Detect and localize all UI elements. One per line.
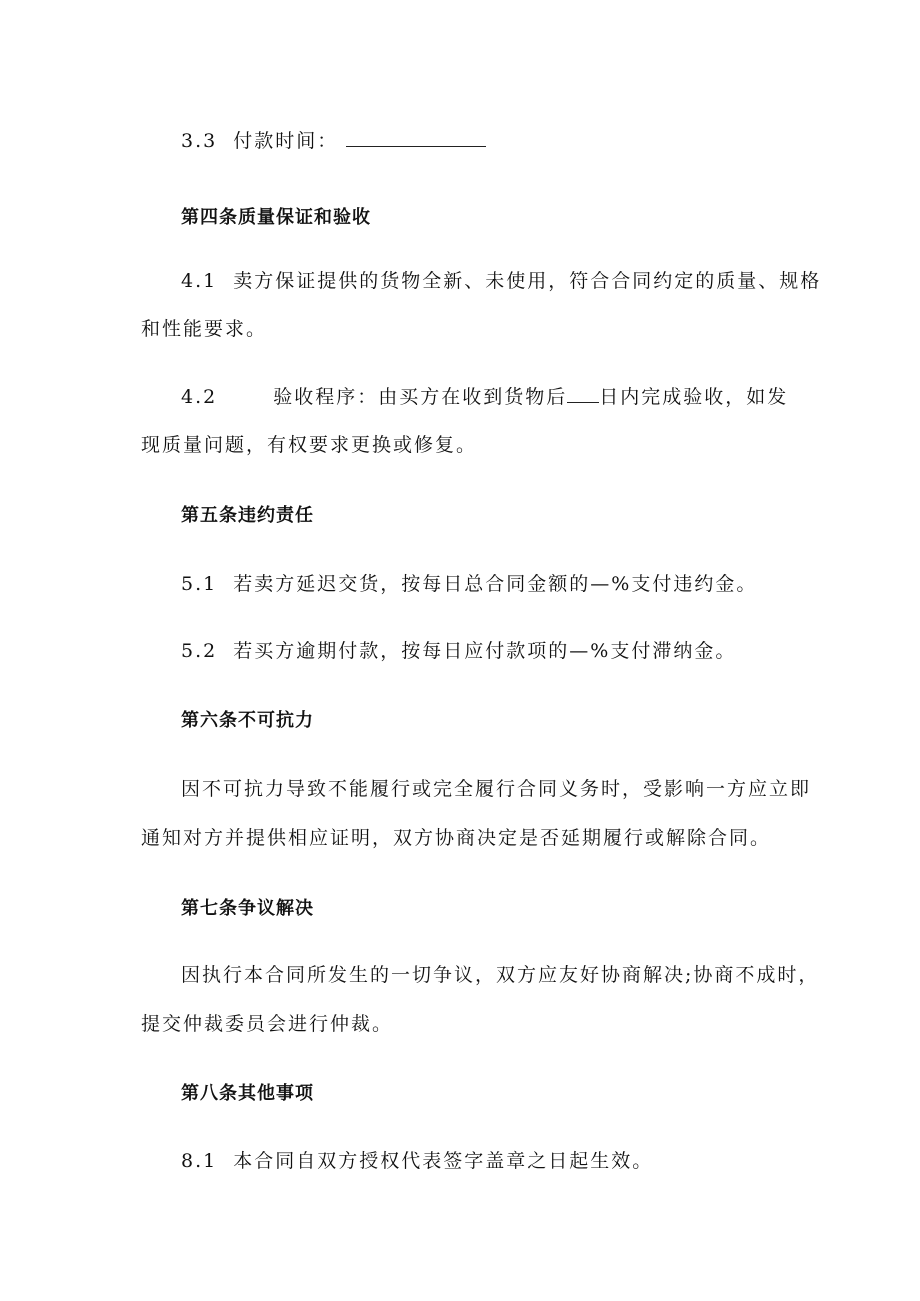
clause-4-2-line2: 现质量问题，有权要求更换或修复。 [141,434,478,456]
clause-text: 付款时间： [233,130,339,152]
clause-3-3 [181,128,486,154]
clause-4-1-line2: 和性能要求。 [141,318,268,340]
section-heading-8: 第八条其他事项 [181,1083,314,1104]
clause-6-line1: 因不可抗力导致不能履行或完全履行合同义务时，受影响一方应立即 [181,778,812,800]
clause-text-continued: 日内完成验收，如发 [599,386,789,408]
clause-6-line2: 通知对方并提供相应证明，双方协商决定是否延期履行或解除合同。 [141,827,772,849]
clause-4-1-line1 [181,268,821,294]
clause-5-2 [181,638,736,664]
section-heading-4: 第四条质量保证和验收 [181,207,371,228]
clause-5-1 [181,571,757,597]
section-heading-6: 第六条不可抗力 [181,710,314,731]
clause-text: 若卖方延迟交货，按每日总合同金额的—%支付违约金。 [233,573,758,595]
section-heading-5: 第五条违约责任 [181,505,314,526]
clause-text: 验收程序：由买方在收到货物后 [273,386,568,408]
clause-number: 4.2 [181,386,218,408]
clause-number: 8.1 [181,1150,218,1172]
clause-number: 3.3 [181,130,218,152]
acceptance-days-blank [567,400,599,403]
clause-number: 4.1 [181,270,218,292]
section-heading-7: 第七条争议解决 [181,898,314,919]
clause-text: 若买方逾期付款，按每日应付款项的—%支付滞纳金。 [233,640,737,662]
clause-7-line2: 提交仲裁委员会进行仲裁。 [141,1013,394,1035]
payment-time-blank [346,144,486,147]
clause-text: 卖方保证提供的货物全新、未使用，符合合同约定的质量、规格 [233,270,822,292]
clause-4-2-line1 [181,384,788,410]
clause-text: 本合同自双方授权代表签字盖章之日起生效。 [233,1150,654,1172]
clause-7-line1: 因执行本合同所发生的一切争议，双方应友好协商解决;协商不成时， [181,964,820,986]
clause-number: 5.2 [181,640,218,662]
clause-8-1 [181,1148,653,1174]
clause-number: 5.1 [181,573,218,595]
